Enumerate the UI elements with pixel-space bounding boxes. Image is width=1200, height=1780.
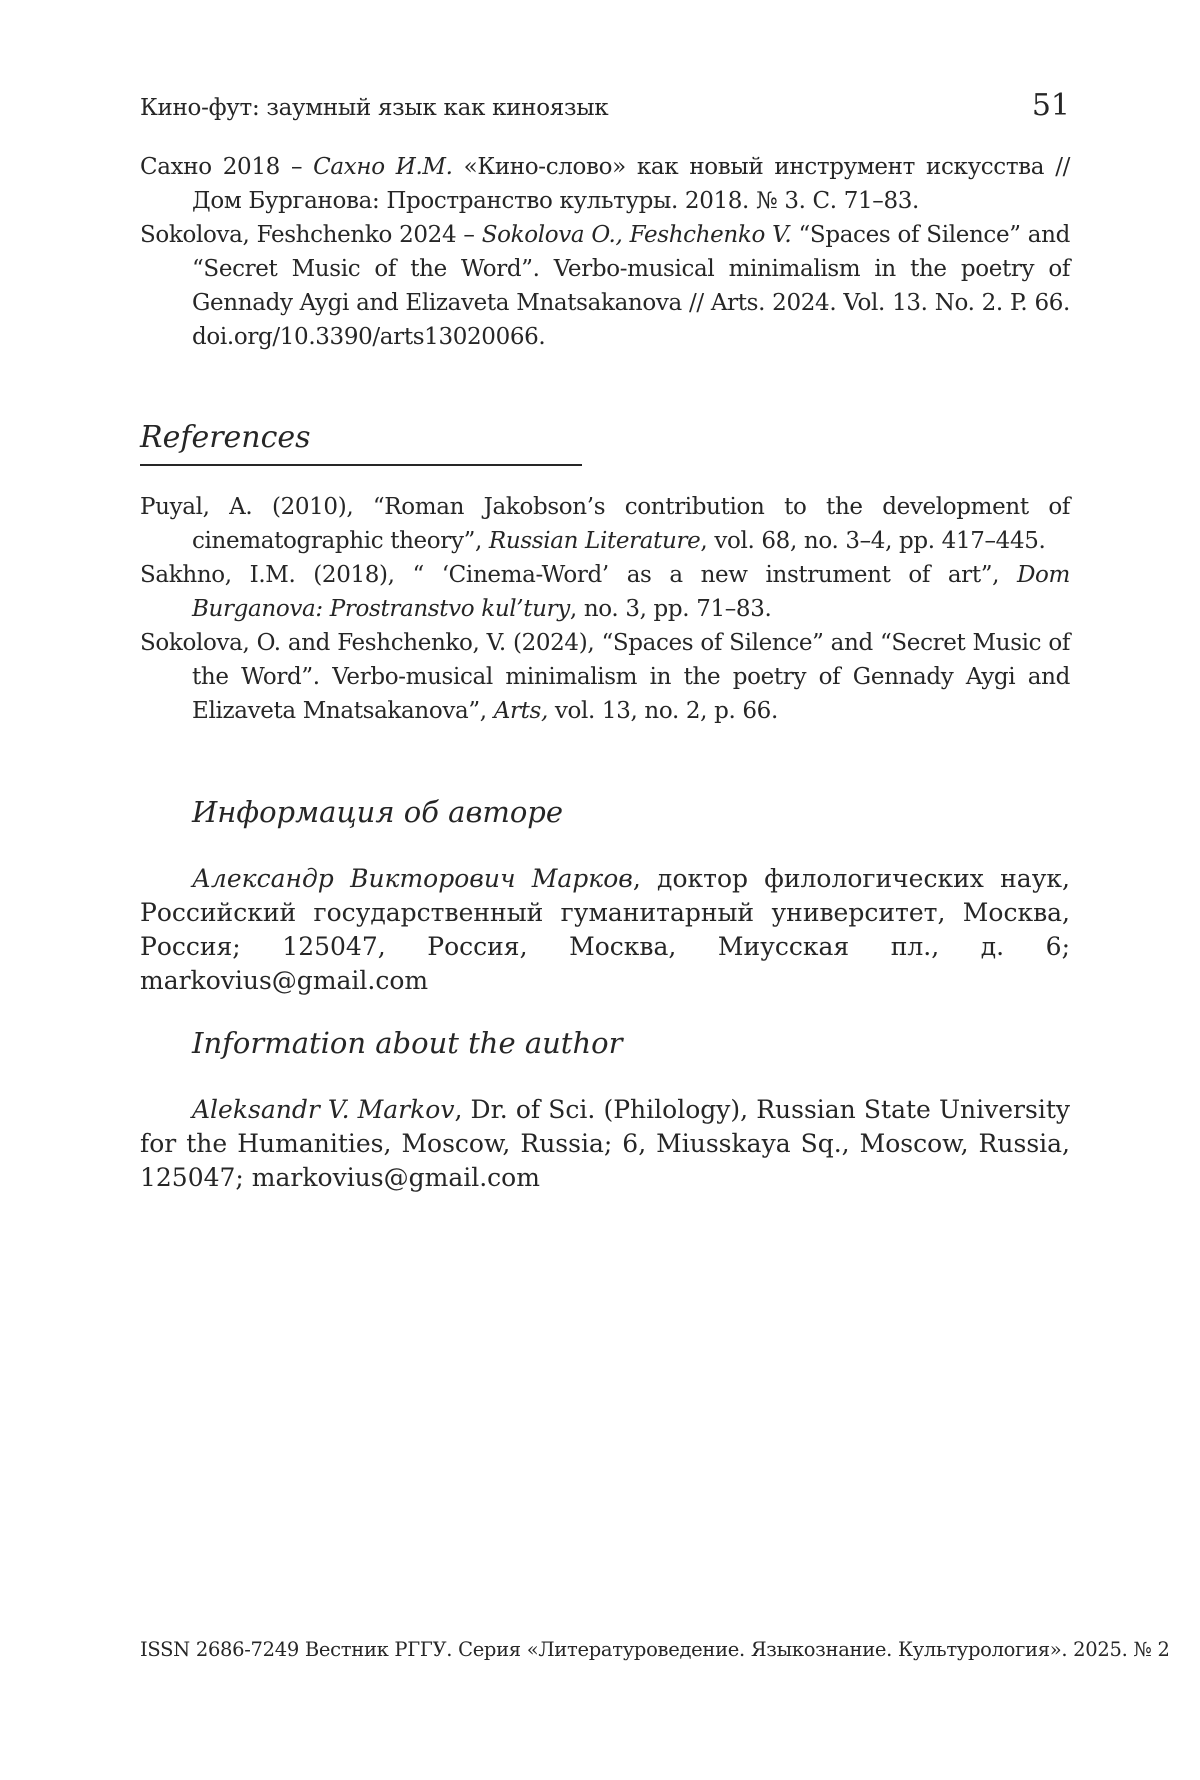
reference-source: Dom Burganova: Prostranstvo kul’tury [192,562,1070,622]
references-list [140,490,1070,728]
bib-rest: «Кино-слово» как новый инструмент искусства // Дом Бурганова: Пространство культуры. 2018. № 3. С. 71–83. [192,154,1070,214]
author-name-ru: Александр Викторович Марков [192,864,633,893]
reference-details: , no. 3, pp. 71–83. [570,596,772,622]
reference-source: Arts, [494,698,548,724]
bib-key: Sokolova, Feshchenko 2024 – [140,222,482,248]
journal-footer: ISSN 2686-7249 Вестник РГГУ. Серия «Литературоведение. Языкознание. Культурология». 2025. № 2 [140,1638,1070,1661]
reference-details: vol. 13, no. 2, p. 66. [548,698,778,724]
author-info-en [140,1093,1070,1195]
author-name-en: Aleksandr V. Markov [192,1095,454,1124]
reference-text: Sokolova, O. and Feshchenko, V. (2024), “Spaces of Silence” and “Secret Music of the Word”. Verbo-musical minimalism in the poetry of Gennady Aygi and Elizaveta Mnatsakanova”, [140,630,1070,724]
reference-text: Sakhno, I.M. (2018), “ ‘Cinema-Word’ as a new instrument of art”, [140,562,1017,588]
references-heading-rule [140,464,582,466]
reference-entry [140,558,1070,626]
author-details-en: , Dr. of Sci. (Philology), Russian State University for the Humanities, Moscow, Russia; 6, Miusskaya Sq., Moscow, Russia, 125047; markovius@gmail.com [140,1095,1070,1192]
reference-entry [140,490,1070,558]
page-number: 51 [1032,88,1070,123]
reference-details: , vol. 68, no. 3–4, pp. 417–445. [700,528,1045,554]
bib-key: Сахно 2018 – [140,154,313,180]
author-info-ru [140,862,1070,998]
author-info-ru-heading: Информация об авторе [192,795,563,829]
bib-rest: “Spaces of Silence” and “Secret Music of the Word”. Verbo-musical minimalism in the poetry of Gennady Aygi and Elizaveta Mnatsakanova // Arts. 2024. Vol. 13. No. 2. P. 66. doi.org/10.3390/arts13020066. [192,222,1070,350]
author-info-en-heading: Information about the author [192,1026,622,1060]
references-heading: References [140,420,311,455]
bib-entry-sokolova [140,218,1070,354]
running-head [140,88,1070,123]
reference-text: Puyal, A. (2010), “Roman Jakobson’s contribution to the development of cinematographic theory”, [140,494,1070,554]
reference-entry [140,626,1070,728]
bibliography-ru [140,150,1070,354]
bib-entry-sakhno [140,150,1070,218]
reference-source: Russian Literature [489,528,700,554]
author-details-ru: , доктор филологических наук, Российский государственный гуманитарный университет, Москва, Россия; 125047, Россия, Москва, Миусская пл., д. 6; markovius@gmail.com [140,864,1070,995]
bib-authors: Sokolova O., Feshchenko V. [482,222,792,248]
journal-page [0,0,1200,1780]
running-title: Кино-фут: заумный язык как киноязык [140,95,608,121]
bib-authors: Сахно И.М. [313,154,452,180]
